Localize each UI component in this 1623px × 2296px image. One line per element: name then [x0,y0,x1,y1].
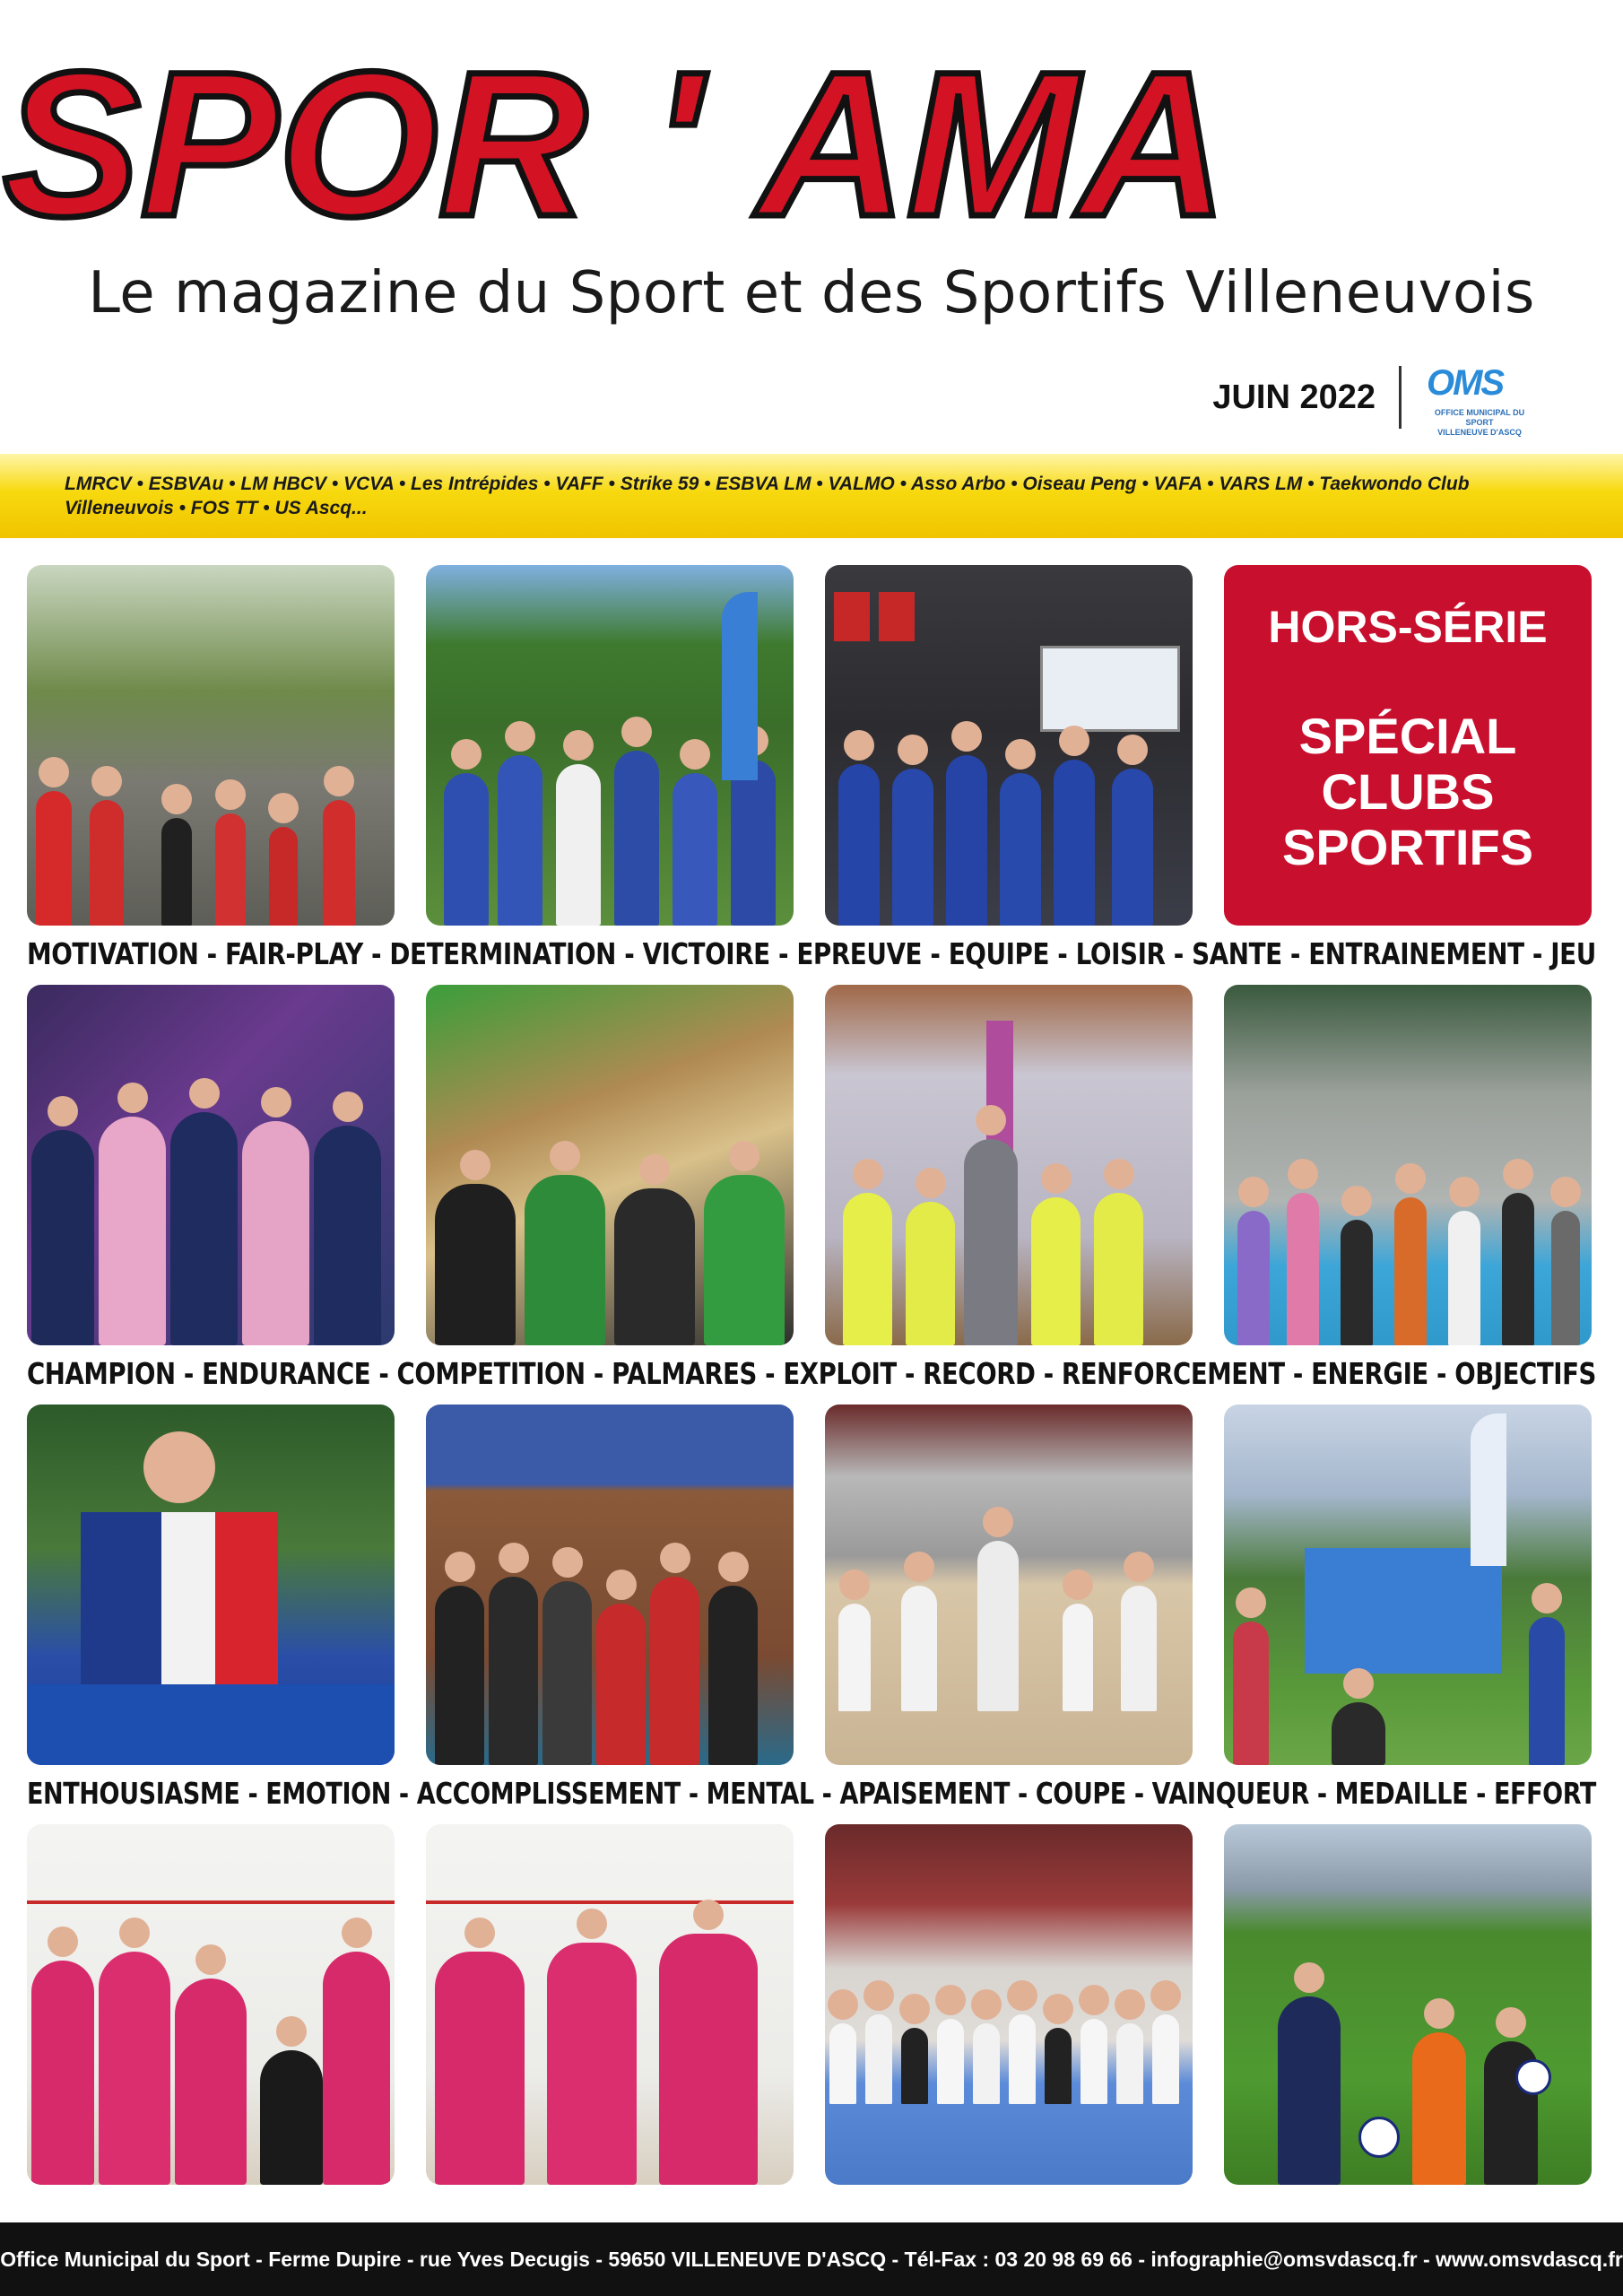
oms-logo-letters: OMS [1427,363,1504,403]
oms-logo [1421,363,1538,437]
photo-table-tennis-club [426,1405,794,1765]
photo-kids-football-field [1224,1824,1592,2185]
logo-title-apostrophe: ' [652,36,702,251]
photo-outdoor-group-flag [1224,1405,1592,1765]
photo-tai-chi-class [825,1405,1193,1765]
photo-acrobatics-gym [1224,985,1592,1345]
keyword-row-3: ENTHOUSIASME - EMOTION - ACCOMPLISSEMENT - MENTAL - APAISEMENT - COUPE - VAINQUEUR - MEDAILLE - EFFORT [27,1776,1596,1811]
photo-handball-huddle [426,985,794,1345]
keyword-row-2: CHAMPION - ENDURANCE - COMPETITION - PALMARES - EXPLOIT - RECORD - RENFORCEMENT - ENERGIE - OBJECTIFS [27,1356,1596,1391]
photo-group-garden [426,565,794,926]
special-issue-box [1224,565,1592,926]
photo-cyclists-street [27,565,395,926]
issue-date: JUIN 2022 [1212,366,1402,429]
footer-bar [0,2222,1623,2296]
footer-contact: Office Municipal du Sport - Ferme Dupire - rue Yves Decugis - 59650 VILLENEUVE D'ASCQ - Tél-Fax : 03 20 98 69 66 - infographie@omsvdascq.fr - www.omsvdascq.fr [0,2248,1623,2271]
magazine-logo [0,36,1623,251]
special-issue-title [1224,709,1592,875]
photo-squash-trio [426,1824,794,2185]
photo-women-team-jerseys [27,985,395,1345]
magazine-subtitle: Le magazine du Sport et des Sportifs Villeneuvois [88,260,1535,326]
photo-triathlete-flag [27,1405,395,1765]
oms-logo-caption-line2: VILLENEUVE D'ASCQ [1437,428,1522,437]
photo-team-ceremony [825,565,1193,926]
clubs-band [0,454,1623,538]
special-issue-title-line2: CLUBS [1321,763,1495,820]
logo-title-right: AMA [758,36,1228,251]
oms-logo-caption-line1: OFFICE MUNICIPAL DU SPORT [1434,408,1525,427]
oms-logo-caption [1421,408,1538,438]
photo-taekwondo-hall [825,1824,1193,2185]
photo-kids-gym-bibs [825,985,1193,1345]
special-issue-label: HORS-SÉRIE [1268,602,1548,652]
keyword-row-1: MOTIVATION - FAIR-PLAY - DETERMINATION - VICTOIRE - EPREUVE - EQUIPE - LOISIR - SANTE - ENTRAINEMENT - JEU [27,936,1596,971]
special-issue-title-line1: SPÉCIAL [1298,708,1517,764]
special-issue-title-line3: SPORTIFS [1281,819,1534,875]
issue-info [1212,363,1538,437]
logo-title-left: SPOR [3,36,587,251]
photo-squash-players [27,1824,395,2185]
clubs-list: LMRCV • ESBVAu • LM HBCV • VCVA • Les Intrépides • VAFF • Strike 59 • ESBVA LM • VALMO • Asso Arbo • Oiseau Peng • VAFA • VARS LM • Taekwondo Club Villeneuvois • FOS TT • US Ascq... [65,474,1470,518]
